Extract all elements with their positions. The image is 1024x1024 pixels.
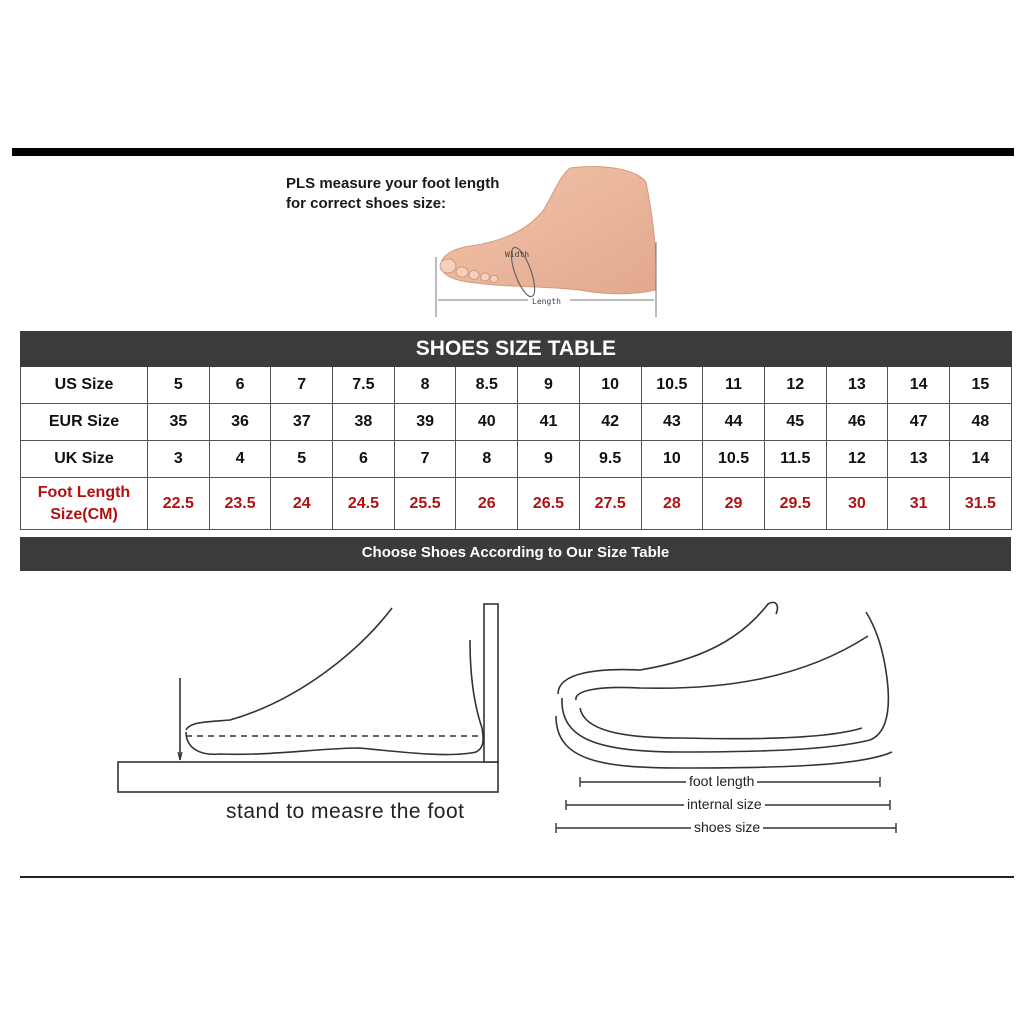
instruction-line-2: for correct shoes size: [286, 195, 447, 212]
width-label: Width [505, 250, 530, 259]
size-cell: 26 [456, 478, 518, 530]
size-cell: 45 [764, 404, 826, 441]
size-cell: 15 [949, 367, 1011, 404]
size-cell: 46 [826, 404, 888, 441]
row-label: EUR Size [21, 404, 148, 441]
size-cell: 8 [456, 441, 518, 478]
size-cell: 36 [209, 404, 271, 441]
size-cell: 30 [826, 478, 888, 530]
size-cell: 3 [148, 441, 210, 478]
table-title: SHOES SIZE TABLE [21, 332, 1012, 367]
size-cell: 6 [333, 441, 395, 478]
size-cell: 13 [888, 441, 950, 478]
size-cell: 9.5 [579, 441, 641, 478]
us-size-row [21, 367, 1012, 404]
foot-length-row [21, 478, 1012, 530]
size-cell: 43 [641, 404, 703, 441]
shoe-diagram [556, 602, 892, 768]
size-cell: 24.5 [333, 478, 395, 530]
shoes-size-table [20, 331, 1012, 530]
length-label: Length [532, 297, 561, 306]
size-cell: 11.5 [764, 441, 826, 478]
size-cell: 7.5 [333, 367, 395, 404]
size-cell: 10 [579, 367, 641, 404]
choose-shoes-banner: Choose Shoes According to Our Size Table [20, 537, 1011, 571]
foot-length-legend: foot length [686, 773, 757, 789]
row-label: US Size [21, 367, 148, 404]
size-cell: 48 [949, 404, 1011, 441]
size-cell: 10.5 [641, 367, 703, 404]
uk-size-row [21, 441, 1012, 478]
size-cell: 37 [271, 404, 333, 441]
size-cell: 22.5 [148, 478, 210, 530]
size-cell: 39 [394, 404, 456, 441]
shoes-size-legend: shoes size [691, 819, 763, 835]
size-cell: 27.5 [579, 478, 641, 530]
size-cell: 14 [949, 441, 1011, 478]
row-label-line-1: Foot Length [37, 483, 131, 501]
internal-size-legend: internal size [684, 796, 765, 812]
eur-size-row [21, 404, 1012, 441]
size-cell: 42 [579, 404, 641, 441]
size-cell: 38 [333, 404, 395, 441]
size-cell: 11 [703, 367, 765, 404]
size-cell: 9 [518, 441, 580, 478]
instruction-line-1: PLS measure your foot length [286, 175, 500, 192]
size-cell: 12 [826, 441, 888, 478]
standing-caption: stand to measre the foot [226, 800, 465, 823]
size-cell: 29.5 [764, 478, 826, 530]
size-cell: 25.5 [394, 478, 456, 530]
size-cell: 7 [271, 367, 333, 404]
size-cell: 8 [394, 367, 456, 404]
size-cell: 40 [456, 404, 518, 441]
size-cell: 41 [518, 404, 580, 441]
size-cell: 47 [888, 404, 950, 441]
size-cell: 10 [641, 441, 703, 478]
foot-measure-photo [430, 162, 665, 322]
size-cell: 35 [148, 404, 210, 441]
size-cell: 14 [888, 367, 950, 404]
size-cell: 4 [209, 441, 271, 478]
row-label-line-2: Size(CM) [50, 505, 118, 523]
size-cell: 31.5 [949, 478, 1011, 530]
size-cell: 29 [703, 478, 765, 530]
size-cell: 28 [641, 478, 703, 530]
size-cell: 5 [148, 367, 210, 404]
size-cell: 7 [394, 441, 456, 478]
size-cell: 26.5 [518, 478, 580, 530]
bottom-divider [20, 876, 1014, 878]
size-cell: 31 [888, 478, 950, 530]
size-cell: 13 [826, 367, 888, 404]
size-cell: 24 [271, 478, 333, 530]
row-label: UK Size [21, 441, 148, 478]
size-cell: 5 [271, 441, 333, 478]
size-cell: 9 [518, 367, 580, 404]
measurement-diagrams [0, 575, 1024, 875]
size-cell: 8.5 [456, 367, 518, 404]
standing-foot-diagram [118, 604, 498, 792]
size-cell: 10.5 [703, 441, 765, 478]
top-divider [12, 148, 1014, 156]
size-cell: 6 [209, 367, 271, 404]
row-label [21, 478, 148, 530]
size-cell: 44 [703, 404, 765, 441]
size-cell: 12 [764, 367, 826, 404]
size-cell: 23.5 [209, 478, 271, 530]
